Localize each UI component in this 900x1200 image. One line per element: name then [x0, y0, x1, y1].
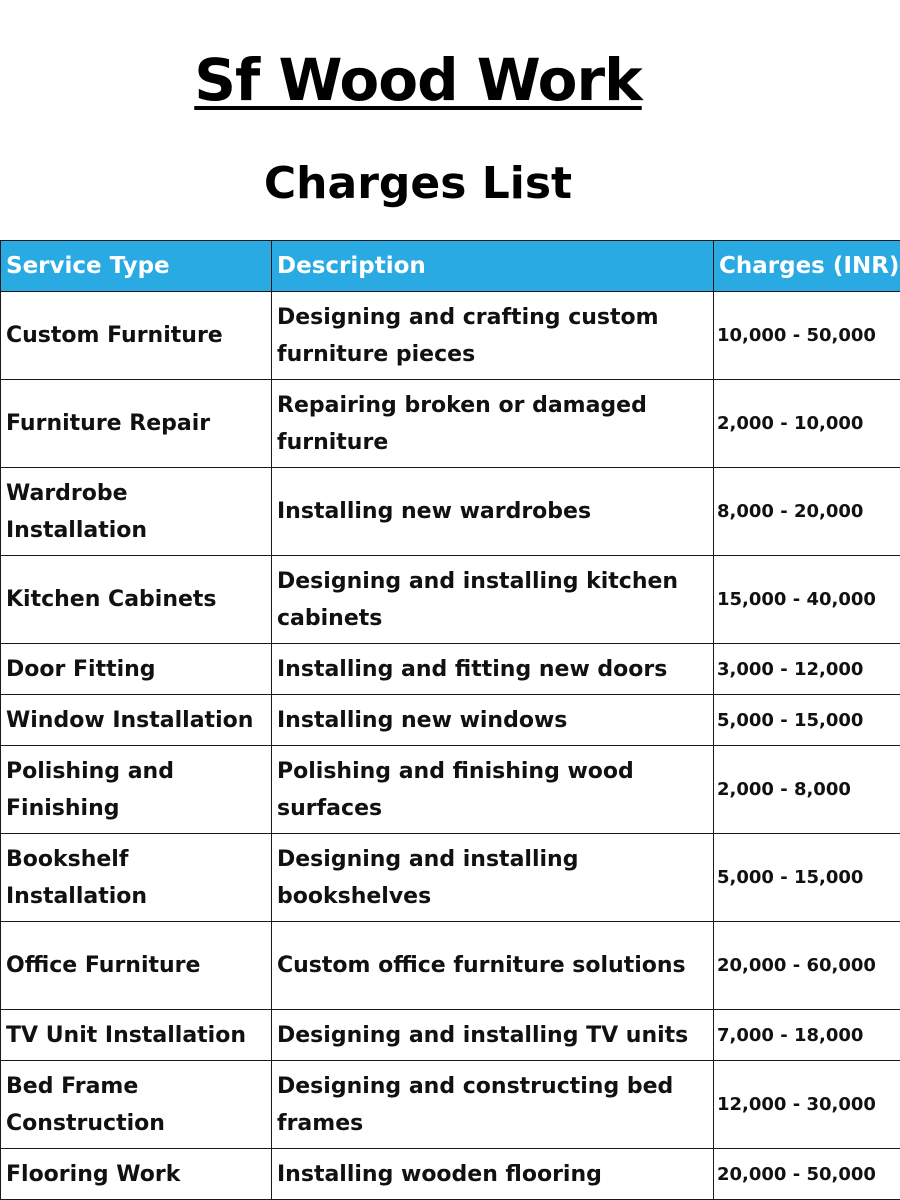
description-cell: Designing and installing TV units — [272, 1010, 714, 1061]
column-header-service-type: Service Type — [1, 241, 272, 292]
description-cell: Installing new windows — [272, 695, 714, 746]
service-type-cell: Bed Frame Construction — [1, 1061, 272, 1149]
service-type-cell: TV Unit Installation — [1, 1010, 272, 1061]
charges-cell: 2,000 - 8,000 — [714, 746, 900, 834]
service-type-cell: Custom Furniture — [1, 292, 272, 380]
charges-cell: 20,000 - 60,000 — [714, 922, 900, 1010]
charges-cell: 10,000 - 50,000 — [714, 292, 900, 380]
description-cell: Designing and installing kitchen cabinets — [272, 556, 714, 644]
service-type-cell: Wardrobe Installation — [1, 468, 272, 556]
table-row — [1, 746, 900, 834]
table-row — [1, 380, 900, 468]
description-cell: Polishing and finishing wood surfaces — [272, 746, 714, 834]
charges-table — [0, 240, 900, 1200]
page-subtitle: Charges List — [263, 158, 573, 209]
service-type-cell: Polishing and Finishing — [1, 746, 272, 834]
description-cell: Designing and installing bookshelves — [272, 834, 714, 922]
table-row — [1, 834, 900, 922]
service-type-cell: Window Installation — [1, 695, 272, 746]
charges-cell: 12,000 - 30,000 — [714, 1061, 900, 1149]
description-cell: Repairing broken or damaged furniture — [272, 380, 714, 468]
column-header-description: Description — [272, 241, 714, 292]
table-row — [1, 1010, 900, 1061]
service-type-cell: Flooring Work — [1, 1149, 272, 1200]
table-row — [1, 468, 900, 556]
table-row — [1, 556, 900, 644]
page-title — [0, 44, 836, 116]
table-header-row — [1, 241, 900, 292]
charges-cell: 20,000 - 50,000 — [714, 1149, 900, 1200]
charges-cell: 15,000 - 40,000 — [714, 556, 900, 644]
page-title-text: Sf Wood Work — [194, 46, 642, 114]
service-type-cell: Kitchen Cabinets — [1, 556, 272, 644]
charges-cell: 5,000 - 15,000 — [714, 695, 900, 746]
service-type-cell: Office Furniture — [1, 922, 272, 1010]
charges-cell: 5,000 - 15,000 — [714, 834, 900, 922]
description-cell: Installing new wardrobes — [272, 468, 714, 556]
charges-cell: 3,000 - 12,000 — [714, 644, 900, 695]
table-row — [1, 695, 900, 746]
service-type-cell: Bookshelf Installation — [1, 834, 272, 922]
table-row — [1, 1061, 900, 1149]
description-cell: Designing and crafting custom furniture pieces — [272, 292, 714, 380]
description-cell: Installing and fitting new doors — [272, 644, 714, 695]
service-type-cell: Door Fitting — [1, 644, 272, 695]
description-cell: Custom office furniture solutions — [272, 922, 714, 1010]
table-row — [1, 292, 900, 380]
column-header-charges: Charges (INR) — [714, 241, 900, 292]
charges-cell: 7,000 - 18,000 — [714, 1010, 900, 1061]
table-row — [1, 644, 900, 695]
service-type-cell: Furniture Repair — [1, 380, 272, 468]
table-row — [1, 922, 900, 1010]
charges-cell: 2,000 - 10,000 — [714, 380, 900, 468]
charges-cell: 8,000 - 20,000 — [714, 468, 900, 556]
description-cell: Installing wooden flooring — [272, 1149, 714, 1200]
description-cell: Designing and constructing bed frames — [272, 1061, 714, 1149]
table-row — [1, 1149, 900, 1200]
